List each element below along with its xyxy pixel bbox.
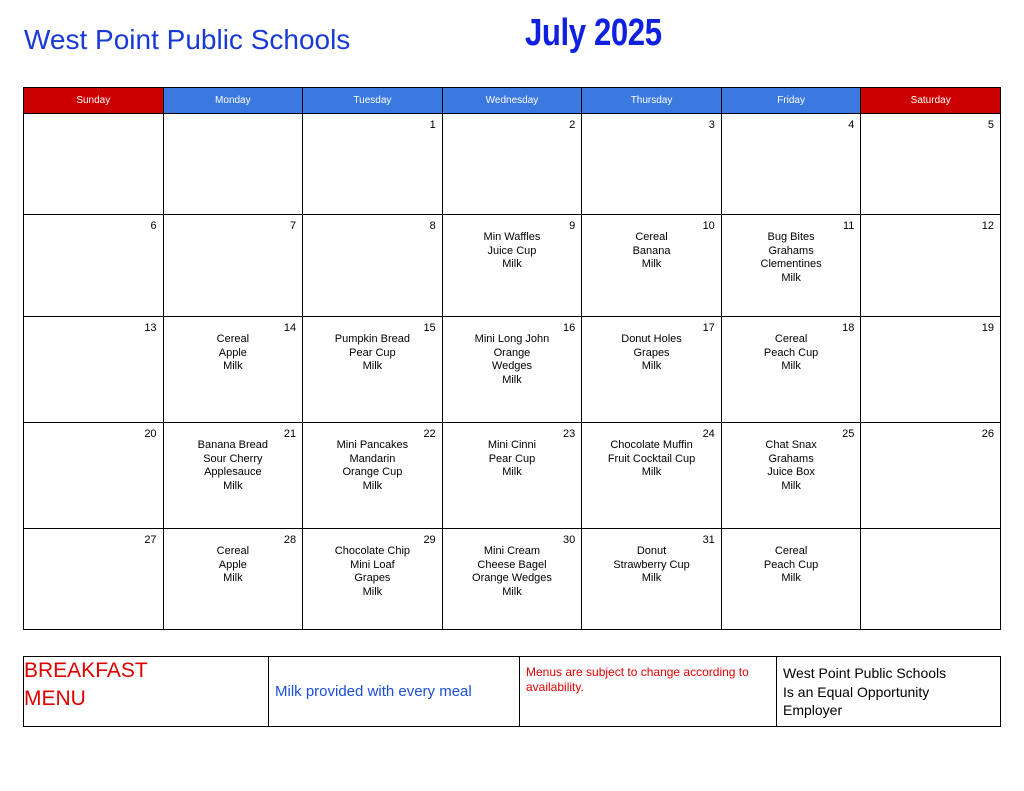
day-number: 25 [842, 428, 855, 440]
menu-item: Milk [223, 572, 243, 584]
day-number: 2 [569, 119, 576, 131]
day-number [722, 529, 861, 546]
menu-item: Milk [362, 479, 383, 492]
day-number: 6 [150, 220, 157, 232]
day-header-row [24, 88, 1001, 114]
menu-item: Min Waffles [483, 231, 541, 243]
day-cell [582, 529, 722, 630]
day-cell [303, 215, 443, 317]
day-cell [721, 317, 861, 423]
day-cell [861, 215, 1001, 317]
day-cell [582, 317, 722, 423]
day-number [164, 114, 303, 131]
day-cell [163, 215, 303, 317]
day-number: 14 [283, 322, 297, 334]
day-cell [24, 317, 164, 423]
week-row [24, 114, 1001, 215]
day-cell [721, 529, 861, 630]
day-number: 28 [283, 534, 297, 546]
menu-items [582, 545, 721, 586]
day-header-monday: Monday [163, 88, 303, 114]
change-note: Menus are subject to change according to availability. [520, 657, 777, 727]
menu-item: Applesauce [204, 466, 262, 478]
day-number: 13 [144, 322, 157, 334]
menu-item: Strawberry Cup [613, 558, 690, 571]
menu-item: Milk [502, 258, 522, 270]
equal-opportunity-note [777, 657, 1001, 727]
menu-item: Pumpkin Bread [334, 333, 411, 345]
menu-item: Donut [636, 545, 667, 557]
day-header-tuesday: Tuesday [303, 88, 443, 114]
day-cell [24, 114, 164, 215]
day-number: 11 [842, 220, 855, 232]
menu-items [443, 231, 582, 272]
eeo-line: Is an Equal Opportunity [783, 683, 930, 700]
day-number: 27 [144, 534, 157, 546]
menu-items [722, 439, 861, 493]
day-cell [303, 317, 443, 423]
menu-item: Milk [362, 585, 383, 598]
day-cell [303, 423, 443, 529]
menu-item: Mandarin [349, 452, 396, 465]
menu-items [164, 545, 303, 586]
menu-item: Mini Pancakes [336, 439, 409, 451]
menu-item: Orange Wedges [472, 572, 552, 584]
menu-items [722, 333, 861, 374]
day-number: 5 [987, 119, 994, 131]
menu-item: Milk [781, 271, 801, 284]
week-row [24, 215, 1001, 317]
day-cell [24, 215, 164, 317]
menu-item: Juice Box [767, 466, 815, 478]
menu-item: Milk [502, 585, 522, 598]
day-cell [721, 114, 861, 215]
day-number: 18 [842, 322, 855, 334]
week-row [24, 423, 1001, 529]
menu-item: Peach Cup [763, 558, 819, 571]
menu-items [443, 439, 582, 480]
menu-item: Grahams [768, 452, 814, 465]
menu-items [722, 545, 861, 586]
day-cell [582, 423, 722, 529]
menu-item: Milk [223, 479, 243, 492]
menu-item: Milk [641, 572, 662, 584]
day-cell [861, 114, 1001, 215]
menu-items [164, 333, 303, 374]
menu-item: Milk [641, 360, 662, 372]
menu-item: Milk [781, 572, 801, 584]
day-number: 21 [283, 428, 297, 440]
menu-label-line: BREAKFAST [24, 659, 148, 682]
menu-item: Cereal [216, 333, 250, 345]
day-number: 29 [423, 534, 436, 546]
menu-item: Donut Holes [621, 333, 682, 345]
menu-items [303, 545, 442, 599]
milk-note: Milk provided with every meal [269, 657, 520, 727]
menu-item: Sour Cherry [203, 452, 263, 465]
day-number: 19 [981, 322, 994, 334]
menu-items [443, 545, 582, 599]
menu-item: Pear Cup [488, 452, 536, 465]
day-header-saturday: Saturday [861, 88, 1001, 114]
menu-item: Milk [502, 373, 522, 386]
menu-item: Bug Bites [767, 231, 815, 243]
menu-item: Milk [502, 466, 522, 478]
day-cell [861, 529, 1001, 630]
day-header-thursday: Thursday [582, 88, 722, 114]
day-cell [582, 114, 722, 215]
day-number: 15 [423, 322, 436, 334]
day-cell [163, 114, 303, 215]
calendar-body [24, 114, 1001, 630]
day-cell [442, 114, 582, 215]
menu-items [443, 333, 582, 387]
day-cell [303, 529, 443, 630]
menu-item: Apple [218, 346, 247, 359]
day-number: 31 [702, 534, 715, 546]
menu-items [722, 231, 861, 285]
menu-items [303, 333, 442, 374]
day-number: 8 [429, 220, 436, 232]
menu-item: Grapes [633, 346, 670, 359]
day-number: 26 [981, 428, 994, 440]
day-number: 1 [429, 119, 436, 131]
day-cell [861, 317, 1001, 423]
menu-item: Banana [632, 244, 671, 257]
day-cell [442, 317, 582, 423]
menu-item: Chocolate Chip [334, 545, 411, 557]
menu-item: Grapes [354, 572, 391, 584]
menu-item: Milk [223, 360, 243, 372]
day-number [861, 529, 1000, 546]
day-number: 10 [702, 220, 715, 232]
week-row [24, 317, 1001, 423]
day-cell [442, 529, 582, 630]
menu-items [582, 439, 721, 480]
day-number: 9 [569, 220, 576, 232]
menu-item: Cereal [635, 231, 668, 243]
day-cell [163, 423, 303, 529]
day-number: 12 [981, 220, 994, 232]
menu-item: Peach Cup [763, 346, 819, 359]
day-number: 7 [290, 220, 297, 232]
menu-item: Milk [362, 360, 383, 372]
eeo-line: Employer [783, 702, 843, 718]
week-row [24, 529, 1001, 630]
day-cell [163, 317, 303, 423]
menu-item: Milk [781, 479, 801, 492]
menu-item: Mini Cinni [487, 439, 537, 451]
menu-item: Fruit Cocktail Cup [607, 452, 696, 465]
menu-item: Clementines [760, 258, 822, 270]
day-number: 30 [563, 534, 576, 546]
day-cell [24, 423, 164, 529]
menu-item: Chocolate Muffin [610, 439, 693, 451]
menu-item: Pear Cup [349, 346, 396, 359]
menu-item: Cereal [216, 545, 250, 557]
menu-item: Juice Cup [487, 244, 537, 257]
menu-item: Milk [641, 258, 662, 270]
menu-item: Orange [493, 346, 531, 359]
menu-item: Grahams [768, 244, 814, 257]
menu-items [303, 439, 442, 493]
day-number: 16 [563, 322, 576, 334]
day-cell [721, 215, 861, 317]
menu-items [582, 231, 721, 272]
menu-item: Milk [641, 466, 662, 478]
menu-item: Chat Snax [765, 439, 817, 451]
day-cell [721, 423, 861, 529]
day-header-friday: Friday [721, 88, 861, 114]
day-number: 23 [563, 428, 576, 440]
day-number: 17 [702, 322, 715, 334]
menu-item: Mini Cream [483, 545, 541, 557]
day-header-sunday: Sunday [24, 88, 164, 114]
day-cell [442, 215, 582, 317]
menu-item: Cheese Bagel [477, 558, 547, 571]
menu-label-line: MENU [24, 687, 86, 710]
day-number [24, 114, 163, 131]
day-number: 3 [708, 119, 715, 131]
menu-item: Cereal [774, 333, 808, 345]
menu-item: Mini Loaf [350, 558, 395, 571]
menu-item: Orange Cup [342, 466, 403, 478]
menu-items [164, 439, 303, 493]
day-cell [24, 529, 164, 630]
calendar-grid [23, 87, 1001, 630]
menu-item: Mini Long John [474, 333, 550, 345]
day-number: 4 [848, 119, 855, 131]
day-number: 24 [702, 428, 715, 440]
day-cell [303, 114, 443, 215]
eeo-line: West Point Public Schools [783, 665, 947, 681]
day-cell [582, 215, 722, 317]
menu-items [582, 333, 721, 374]
footer-info [23, 656, 1001, 727]
month-year-title: July 2025 [525, 12, 662, 54]
day-number: 22 [423, 428, 436, 440]
school-name: West Point Public Schools [24, 24, 351, 55]
day-cell [861, 423, 1001, 529]
day-header-wednesday: Wednesday [442, 88, 582, 114]
menu-item: Milk [781, 360, 801, 372]
day-number: 20 [144, 428, 157, 440]
day-cell [163, 529, 303, 630]
day-cell [442, 423, 582, 529]
menu-item: Apple [218, 558, 247, 571]
menu-item: Cereal [774, 545, 808, 557]
menu-item: Wedges [491, 360, 533, 372]
breakfast-menu-label [24, 657, 269, 727]
menu-item: Banana Bread [197, 439, 269, 451]
